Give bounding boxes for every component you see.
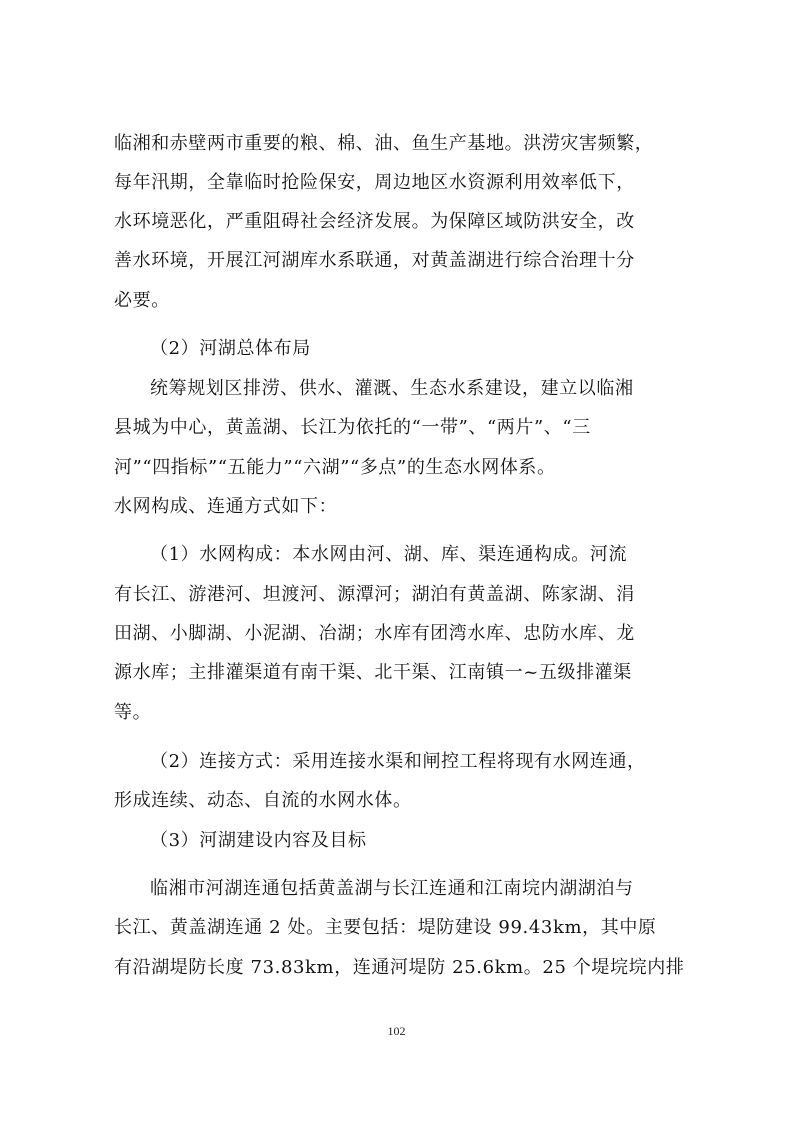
body-text-line: 有沿湖堤防长度 73.83km，连通河堤防 25.6km。25 个堤垸垸内排 — [114, 957, 685, 978]
body-text-line: 县城为中心，黄盖湖、长江为依托的“一带”、“两片”、“三 — [114, 417, 591, 438]
paragraph-first-line: 统筹规划区排涝、供水、灌溉、生态水系建设，建立以临湘 — [150, 378, 634, 399]
paragraph-first-line: （1）水网构成：本水网由河、湖、库、渠连通构成。河流 — [150, 544, 628, 565]
body-text-line: 河”“四指标”“五能力”“六湖”“多点”的生态水网体系。 — [114, 457, 556, 478]
paragraph-first-line: 临湘市河湖连通包括黄盖湖与长江连通和江南垸内湖湖泊与 — [150, 878, 634, 899]
body-text-line: 临湘和赤壁两市重要的粮、棉、油、鱼生产基地。洪涝灾害频繁， — [114, 133, 654, 154]
page-number: 102 — [387, 1024, 406, 1038]
body-text-line: 田湖、小脚湖、小泥湖、冶湖；水库有团湾水库、忠防水库、龙 — [114, 623, 635, 644]
body-text-line: 等。 — [114, 702, 152, 723]
paragraph-first-line: （2）连接方式：采用连接水渠和闸控工程将现有水网连通， — [150, 751, 646, 772]
section-heading: （2）河湖总体布局 — [150, 338, 311, 359]
body-text-line: 源水库；主排灌渠道有南干渠、北干渠、江南镇一~五级排灌渠 — [114, 662, 632, 683]
body-text-line: 形成连续、动态、自流的水网水体。 — [114, 790, 412, 811]
body-text-line: 有长江、游港河、坦渡河、源潭河；湖泊有黄盖湖、陈家湖、涓 — [114, 584, 635, 605]
body-text-line: 善水环境，开展江河湖库水系联通，对黄盖湖进行综合治理十分 — [114, 250, 635, 271]
body-text-line: 必要。 — [114, 290, 170, 311]
section-heading: （3）河湖建设内容及目标 — [150, 830, 367, 851]
body-text-line: 每年汛期，全靠临时抢险保安，周边地区水资源利用效率低下， — [114, 172, 635, 193]
body-text-line: 水网构成、连通方式如下： — [114, 496, 338, 517]
body-text-line: 长江、黄盖湖连通 2 处。主要包括：堤防建设 99.43km，其中原 — [114, 917, 657, 938]
body-text-line: 水环境恶化，严重阻碍社会经济发展。为保障区域防洪安全，改 — [114, 211, 635, 232]
